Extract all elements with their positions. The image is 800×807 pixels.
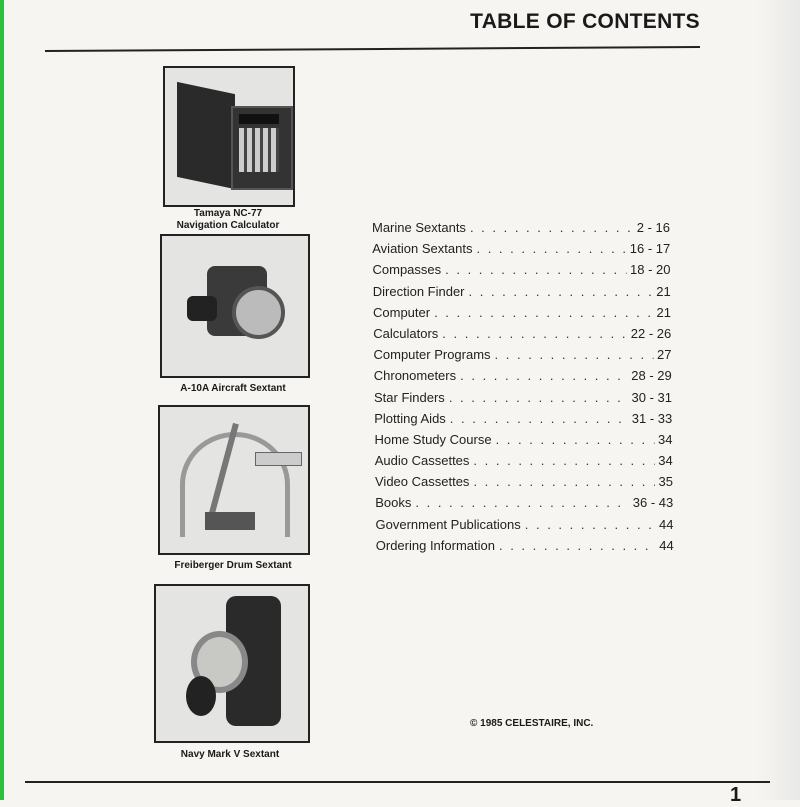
toc-pages: 27	[657, 347, 672, 363]
leader-dots	[470, 220, 633, 235]
toc-label: Video Cassettes	[375, 474, 470, 490]
toc-entry	[375, 474, 673, 495]
toc-entry	[372, 241, 670, 262]
toc-label: Government Publications	[375, 516, 521, 532]
toc-pages: 21	[656, 283, 671, 299]
toc-entry	[374, 347, 672, 368]
toc-entry	[374, 368, 672, 389]
toc-label: Compasses	[372, 262, 442, 278]
page-title: TABLE OF CONTENTS	[470, 10, 700, 33]
toc-label: Audio Cassettes	[374, 453, 470, 469]
toc-label: Ordering Information	[375, 537, 495, 553]
table-of-contents	[372, 220, 674, 559]
caption-line: Tamaya NC-77	[193, 208, 263, 219]
toc-pages: 21	[656, 304, 671, 320]
toc-label: Chronometers	[373, 368, 457, 384]
leader-dots	[476, 241, 625, 256]
toc-entry	[372, 220, 670, 241]
toc-label: Aviation Sextants	[372, 241, 473, 257]
toc-pages: 22 - 26	[630, 325, 672, 341]
leader-dots	[442, 326, 626, 341]
toc-pages: 28 - 29	[631, 368, 672, 384]
photo-a10a-sextant	[160, 234, 310, 378]
photo-freiberger-sextant	[158, 405, 310, 555]
page-edge	[0, 0, 4, 800]
toc-pages: 34	[658, 453, 673, 469]
toc-entry	[374, 411, 672, 432]
toc-entry	[376, 517, 674, 538]
leader-dots	[473, 474, 654, 489]
leader-dots	[449, 390, 628, 405]
leader-dots	[495, 347, 653, 362]
toc-label: Marine Sextants	[372, 220, 466, 235]
toc-label: Star Finders	[374, 389, 445, 405]
leader-dots	[450, 411, 628, 426]
photo-mark-v-sextant	[154, 584, 310, 743]
toc-pages: 2 - 16	[636, 220, 670, 235]
toc-pages: 30 - 31	[631, 389, 672, 405]
photo-caption	[128, 208, 328, 232]
toc-pages: 36 - 43	[632, 495, 674, 511]
toc-label: Computer	[373, 304, 431, 320]
toc-entry	[374, 390, 672, 411]
leader-dots	[525, 517, 655, 532]
toc-entry	[375, 495, 673, 516]
toc-label: Plotting Aids	[374, 410, 446, 426]
toc-label: Calculators	[373, 325, 439, 341]
leader-dots	[460, 368, 627, 383]
photo-caption: Freiberger Drum Sextant	[174, 560, 292, 571]
toc-pages: 34	[658, 431, 673, 447]
leader-dots	[445, 262, 626, 277]
leader-dots	[496, 432, 654, 447]
photo-caption: A-10A Aircraft Sextant	[180, 383, 286, 394]
toc-entry	[373, 305, 671, 326]
photo-caption: Navy Mark V Sextant	[180, 749, 280, 760]
caption-line: Navigation Calculator	[176, 220, 280, 231]
toc-entry	[373, 262, 671, 283]
copyright: © 1985 CELESTAIRE, INC.	[470, 718, 594, 729]
toc-label: Direction Finder	[372, 283, 465, 299]
toc-label: Computer Programs	[373, 347, 491, 363]
toc-entry	[376, 538, 674, 559]
photo-calculator	[163, 66, 295, 207]
toc-pages: 18 - 20	[630, 262, 671, 278]
toc-pages: 35	[658, 474, 673, 490]
page-shadow	[755, 0, 800, 800]
toc-entry	[373, 326, 671, 347]
toc-label: Home Study Course	[374, 431, 492, 447]
leader-dots	[499, 538, 655, 553]
leader-dots	[469, 284, 653, 299]
toc-pages: 44	[659, 516, 674, 532]
toc-entry	[375, 453, 673, 474]
toc-label: Books	[375, 495, 412, 511]
toc-entry	[375, 432, 673, 453]
header-rule	[45, 46, 700, 52]
toc-pages: 16 - 17	[629, 241, 671, 257]
leader-dots	[434, 305, 652, 320]
toc-pages: 44	[659, 537, 674, 553]
leader-dots	[473, 453, 654, 468]
toc-entry	[373, 284, 671, 305]
leader-dots	[415, 495, 628, 510]
toc-pages: 31 - 33	[631, 410, 673, 426]
page-number: 1	[730, 784, 742, 806]
footer-rule	[25, 781, 770, 783]
